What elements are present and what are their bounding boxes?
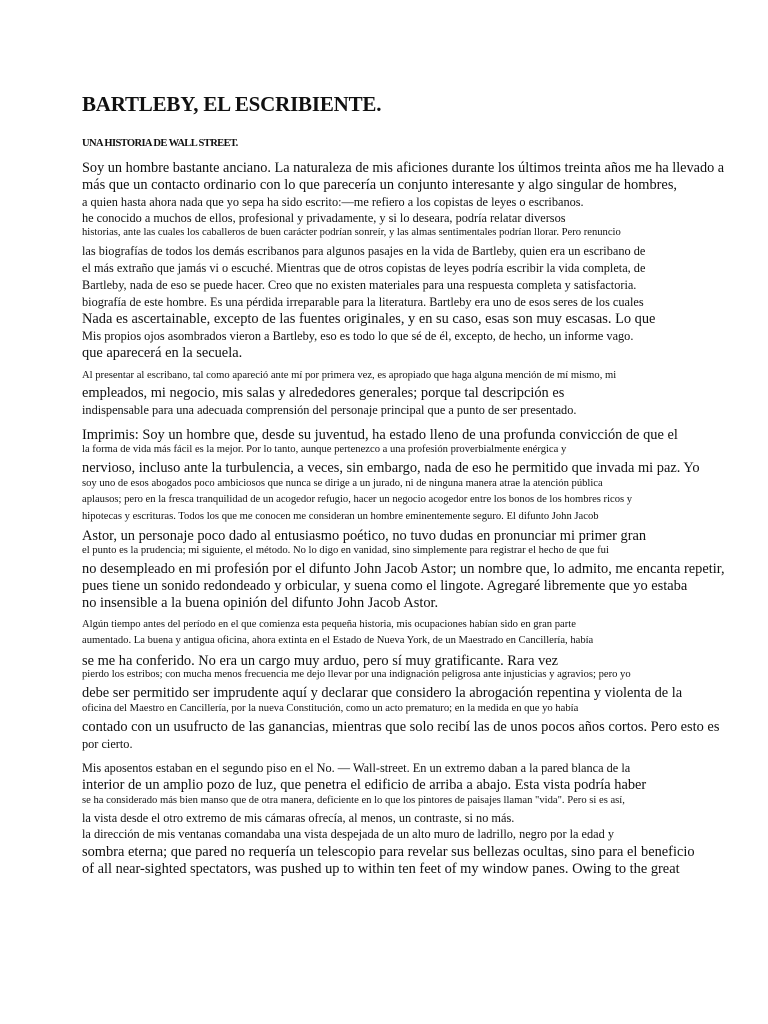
text-line: Astor, un personaje poco dado al entusiasmo poético, no tuvo dudas en pronunciar mi primer gran <box>82 528 647 544</box>
text-line: interior de un amplio pozo de luz, que penetra el edificio de arriba a abajo. Esta vista podría haber <box>82 777 647 793</box>
text-line: Mis propios ojos asombrados vieron a Bartleby, eso es todo lo que sé de él, excepto, de hecho, un informe vago. <box>82 329 634 343</box>
text-line: empleados, mi negocio, mis salas y alrededores generales; porque tal descripción es <box>82 385 565 401</box>
text-line: sombra eterna; que pared no requería un telescopio para revelar sus bellezas ocultas, sino para el beneficio <box>82 844 695 860</box>
text-line: a quien hasta ahora nada que yo sepa ha sido escrito:—me refiero a los copistas de leyes o escribanos. <box>82 195 584 209</box>
text-line: más que un contacto ordinario con lo que parecería un conjunto interesante y algo singular de hombres, <box>82 177 678 193</box>
text-line: pues tiene un sonido redondeado y orbicular, y suena como el lingote. Agregaré libremente que yo estaba <box>82 578 688 594</box>
text-line: indispensable para una adecuada comprensión del personaje principal que a punto de ser presentado. <box>82 403 577 417</box>
text-line: nervioso, incluso ante la turbulencia, a veces, sin embargo, nada de eso he permitido que invada mi paz. Yo <box>82 460 700 476</box>
text-line: Soy un hombre bastante anciano. La naturaleza de mis aficiones durante los últimos treinta años me ha llevado a <box>82 160 725 176</box>
text-line: no insensible a la buena opinión del difunto John Jacob Astor. <box>82 595 439 611</box>
text-line: las biografías de todos los demás escribanos para algunos pasajes en la vida de Bartleby, quien era un escribano de <box>82 244 646 258</box>
text-line: la forma de vida más fácil es la mejor. Por lo tanto, aunque pertenezco a una profesión proverbialmente enérgica y <box>82 444 567 455</box>
text-line: Mis aposentos estaban en el segundo piso en el No. — Wall-street. En un extremo daban a la pared blanca de la <box>82 761 631 775</box>
text-line: aplausos; pero en la fresca tranquilidad de un acogedor refugio, hacer un negocio acogedor entre los bonos de los hombres ricos y <box>82 494 633 505</box>
text-line: debe ser permitido ser imprudente aquí y declarar que considero la abrogación repentina y violenta de la <box>82 685 683 701</box>
text-line: el punto es la prudencia; mi siguiente, el método. No lo digo en vanidad, sino simplemente para registrar el hecho de que fui <box>82 545 609 556</box>
text-line: Bartleby, nada de eso se puede hacer. Creo que no existen materiales para una respuesta completa y satisfactoria. <box>82 278 637 292</box>
text-line: oficina del Maestro en Cancillería, por la nueva Constitución, como un acto prematuro; en la medida en que yo había <box>82 703 579 714</box>
text-line: pierdo los estribos; con mucha menos frecuencia me dejo llevar por una indignación peligrosa ante injusticias y agravios; pero yo <box>82 669 631 680</box>
text-line: Imprimis: Soy un hombre que, desde su juventud, ha estado lleno de una profunda convicción de que el <box>82 427 678 443</box>
text-line: Al presentar al escribano, tal como apareció ante mí por primera vez, es apropiado que haga alguna mención de mí mismo, mi <box>82 370 617 381</box>
text-line: Nada es ascertainable, excepto de las fuentes originales, y en su caso, esas son muy escasas. Lo que <box>82 311 656 327</box>
text-line: el más extraño que jamás vi o escuché. Mientras que de otros copistas de leyes podría escribir la vida completa, de <box>82 261 646 275</box>
text-line: of all near-sighted spectators, was pushed up to within ten feet of my window panes. Owing to the great <box>82 861 680 877</box>
text-line: soy uno de esos abogados poco ambiciosos que nunca se dirige a un jurado, ni de ninguna manera atrae la atención pública <box>82 478 603 489</box>
text-line: contado con un usufructo de las ganancias, mientras que solo recibí las de unos pocos años cortos. Pero esto es <box>82 719 720 735</box>
text-line: la dirección de mis ventanas comandaba una vista despejada de un alto muro de ladrillo, negro por la edad y <box>82 827 614 841</box>
document-title: BARTLEBY, EL ESCRIBIENTE. <box>82 92 382 116</box>
text-line: por cierto. <box>82 737 133 751</box>
text-line: hipotecas y escrituras. Todos los que me conocen me consideran un hombre eminentemente seguro. El difunto John Jacob <box>82 511 599 522</box>
text-line: que aparecerá en la secuela. <box>82 345 243 361</box>
text-line: biografía de este hombre. Es una pérdida irreparable para la literatura. Bartleby era uno de esos seres de los cuales <box>82 295 644 309</box>
text-line: aumentado. La buena y antigua oficina, ahora extinta en el Estado de Nueva York, de un Maestrado en Cancillería, había <box>82 635 594 646</box>
document-subtitle: UNA HISTORIA DE WALL STREET. <box>82 138 238 149</box>
text-line: no desempleado en mi profesión por el difunto John Jacob Astor; un nombre que, lo admito, me encanta repetir, <box>82 561 725 577</box>
text-line: se ha considerado más bien manso que de otra manera, deficiente en lo que los pintores de paisajes llaman "vida". Pero si es así, <box>82 795 625 806</box>
text-line: Algún tiempo antes del período en el que comienza esta pequeña historia, mis ocupaciones habían sido en gran parte <box>82 619 576 630</box>
text-line: la vista desde el otro extremo de mis cámaras ofrecía, al menos, un contraste, si no más. <box>82 811 515 825</box>
text-line: historias, ante las cuales los caballeros de buen carácter podrían sonreír, y las almas sentimentales podrían llorar. Pero renuncio <box>82 227 621 238</box>
text-line: he conocido a muchos de ellos, profesional y privadamente, y si lo deseara, podría relatar diversos <box>82 211 566 225</box>
text-line: se me ha conferido. No era un cargo muy arduo, pero sí muy gratificante. Rara vez <box>82 653 559 669</box>
